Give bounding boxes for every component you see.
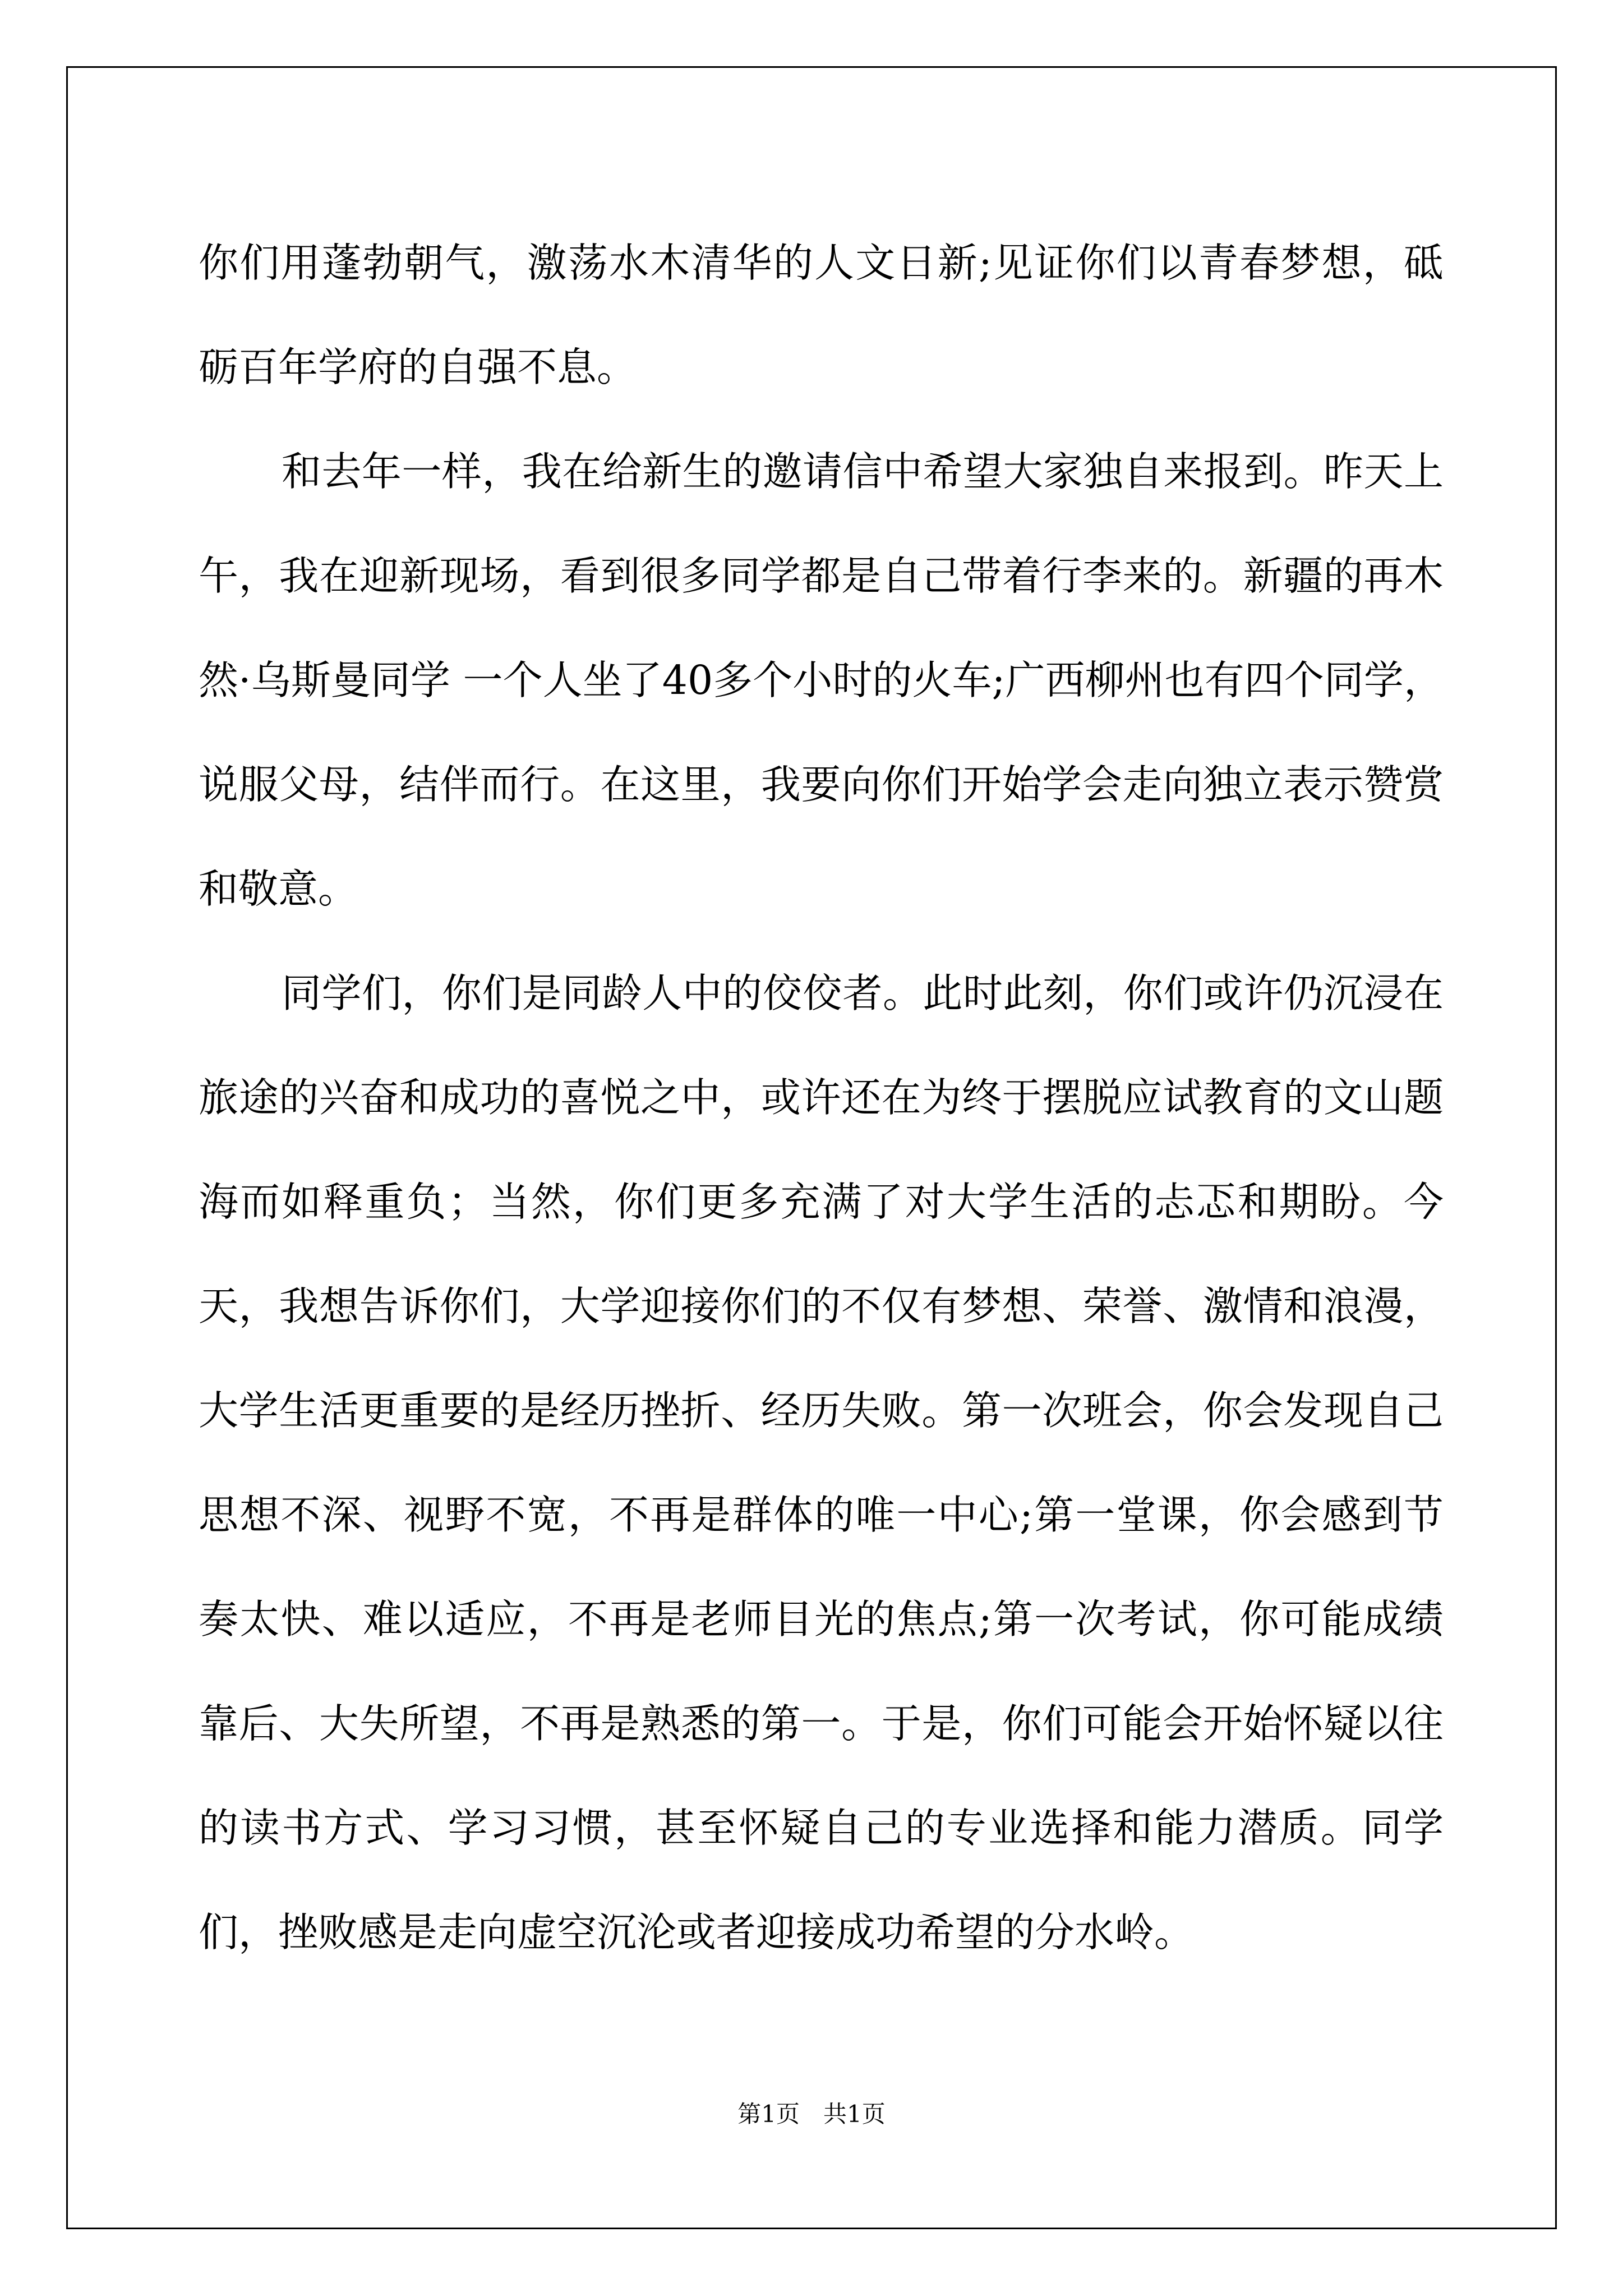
paragraph-1: 你们用蓬勃朝气，激荡水木清华的人文日新;见证你们以青春梦想，砥砺百年学府的自强不息。 [199, 240, 1444, 390]
document-body [199, 211, 1444, 1985]
paragraph-2: 和去年一样，我在给新生的邀请信中希望大家独自来报到。昨天上午，我在迎新现场，看到很多同学都是自己带着行李来的。新疆的再木然·乌斯曼同学 一个人坐了40多个小时的火车;广西柳州也有四个同学，说服父母，结伴而行。在这里，我要向你们开始学会走向独立表示赞赏和敬意。 [199, 448, 1444, 912]
page-footer: 第1页 共1页 [737, 2100, 886, 2128]
paragraph-3: 同学们，你们是同龄人中的佼佼者。此时此刻，你们或许仍沉浸在旅途的兴奋和成功的喜悦之中，或许还在为终于摆脱应试教育的文山题海而如释重负；当然，你们更多充满了对大学生活的忐忑和期盼。今天，我想告诉你们，大学迎接你们的不仅有梦想、荣誉、激情和浪漫，大学生活更重要的是经历挫折、经历失败。第一次班会，你会发现自己思想不深、视野不宽，不再是群体的唯一中心;第一堂课，你会感到节奏太快、难以适应，不再是老师目光的焦点;第一次考试，你可能成绩靠后、大失所望，不再是熟悉的第一。于是，你们可能会开始怀疑以往的读书方式、学习习惯，甚至怀疑自己的专业选择和能力潜质。同学们，挫败感是走向虚空沉沦或者迎接成功希望的分水岭。 [199, 970, 1444, 1955]
